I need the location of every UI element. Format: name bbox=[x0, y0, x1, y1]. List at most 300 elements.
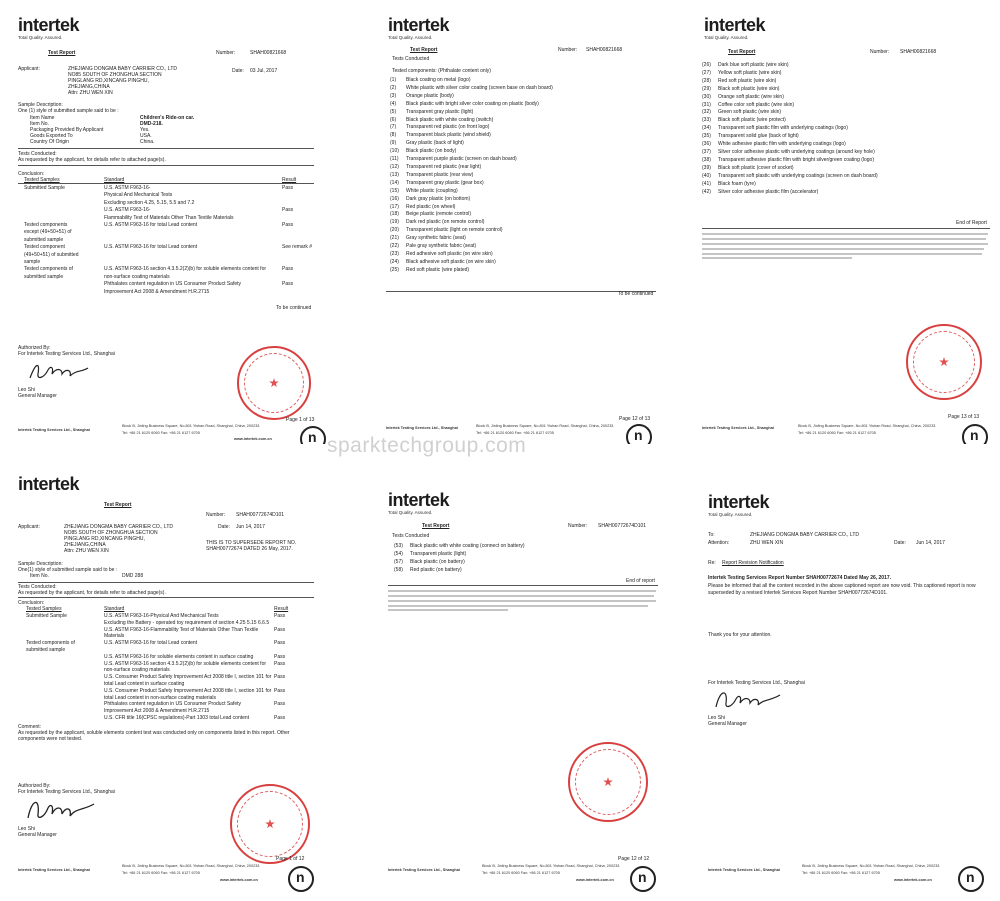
footer-phone: Tel: +86 21 6120 6060 Fax: +86 21 6127 6705 bbox=[802, 871, 880, 875]
intertek-logo: intertek bbox=[388, 490, 450, 510]
col-result: Result bbox=[274, 606, 289, 612]
attention-label: Attention: bbox=[708, 540, 730, 546]
page-number: Page 12 of 13 bbox=[619, 416, 651, 422]
tests-conducted-text: As requested by the applicant, for details refer to attached page(s). bbox=[18, 157, 166, 163]
applicant-label: Applicant: bbox=[18, 524, 40, 530]
footer-phone: Tel: +86 21 6120 6060 Fax: +86 21 6127 6705 bbox=[122, 871, 200, 875]
fine-print bbox=[388, 589, 658, 611]
table-cell-standard: Flammability Test of Materials Other Than Textile Materials bbox=[104, 214, 234, 221]
list-item bbox=[702, 181, 878, 189]
applicant-line: ZHEJIANG,CHINA bbox=[64, 542, 106, 548]
date-label: Date: bbox=[232, 68, 244, 74]
list-item-number: (39) bbox=[702, 164, 711, 171]
list-item-number: (23) bbox=[390, 250, 399, 257]
list-item bbox=[390, 211, 553, 219]
re-value: Report Revision Notification bbox=[722, 560, 784, 566]
divider bbox=[18, 148, 314, 149]
applicant-line: NO85 SOUTH OF ZHONGHUA SECTION bbox=[64, 530, 158, 536]
attention-value: ZHU WEN XIN bbox=[750, 540, 784, 546]
list-item-text: Transparent soft plastic with underlying coatings (screen on dash board) bbox=[718, 172, 878, 179]
field-value: Yes. bbox=[140, 127, 150, 133]
list-item-text: Transparent adhesive plastic film with bright silver/green coating (logo) bbox=[718, 156, 874, 163]
list-item bbox=[390, 196, 553, 204]
report-number: SHAH00821668 bbox=[900, 49, 937, 55]
table-cell-standard: U.S. ASTM F963-16-Flammability Test of Materials Other Than Textile bbox=[104, 626, 259, 633]
list-item-number: (35) bbox=[702, 133, 711, 140]
to-label: To: bbox=[708, 532, 715, 538]
list-item bbox=[390, 85, 553, 93]
certification-icon: n bbox=[626, 424, 652, 444]
list-item bbox=[390, 259, 553, 267]
footer-address: Block B, Jinling Business Square, No.801 Yishan Road, Shanghai, China, 200233 bbox=[798, 424, 936, 428]
list-item-number: (32) bbox=[702, 109, 711, 116]
signer-title: General Manager bbox=[18, 393, 57, 399]
certification-icon: n bbox=[300, 426, 326, 444]
list-item-number: (24) bbox=[390, 258, 399, 265]
list-item-number: (15) bbox=[390, 187, 399, 194]
report-title: Test Report bbox=[422, 523, 450, 529]
table-cell-sample: Submitted Sample bbox=[26, 613, 67, 619]
table-cell-result: Pass bbox=[282, 185, 294, 191]
table-cell-result: Pass bbox=[274, 613, 286, 619]
table-cell-standard: U.S. ASTM F963-16- bbox=[104, 207, 151, 214]
list-item bbox=[390, 101, 553, 109]
list-item-text: Orange plastic (body) bbox=[406, 92, 454, 99]
divider bbox=[386, 291, 656, 292]
end-of-report: End of report bbox=[626, 578, 655, 584]
list-item-text: Transparent plastic (light) bbox=[410, 550, 467, 557]
applicant-line: ZHEJIANG,CHINA bbox=[68, 84, 110, 90]
list-item-number: (9) bbox=[390, 140, 397, 147]
list-item bbox=[702, 70, 878, 78]
divider bbox=[18, 165, 314, 166]
col-standard: Standard bbox=[104, 606, 125, 612]
tagline: Total Quality. Assured. bbox=[18, 35, 63, 40]
list-item-number: (38) bbox=[702, 156, 711, 163]
number-label: Number: bbox=[568, 523, 588, 529]
list-item bbox=[390, 243, 553, 251]
divider bbox=[702, 228, 990, 229]
list-item-text: Transparent red plastic (rear light) bbox=[406, 163, 482, 170]
applicant-line: PINGLANG RD,XINCANG PINGHU, bbox=[64, 536, 145, 542]
footer-company: Intertek Testing Services Ltd., Shanghai bbox=[18, 868, 90, 872]
field-value: DMD-218. bbox=[140, 121, 163, 127]
tests-conducted: Tests Conducted bbox=[392, 533, 430, 539]
thanks: Thank you for your attention. bbox=[708, 632, 772, 638]
table-cell-sample: submitted sample bbox=[24, 236, 64, 243]
list-item bbox=[390, 148, 553, 156]
list-item-text: Yellow soft plastic (wire skin) bbox=[718, 69, 782, 76]
field-value: Children's Ride-on car. bbox=[140, 115, 195, 121]
footer-address: Block B, Jinling Business Square, No.801 Yishan Road, Shanghai, China, 200233 bbox=[122, 424, 260, 428]
list-item-number: (4) bbox=[390, 100, 397, 107]
list-item bbox=[702, 117, 878, 125]
footer-address: Block B, Jinling Business Square, No.801 Yishan Road, Shanghai, China, 200233 bbox=[122, 864, 260, 868]
footer-phone: Tel: +86 21 6120 6060 Fax: +86 21 6127 6705 bbox=[476, 431, 554, 435]
list-intro: Tested components: (Phthalate content only) bbox=[392, 68, 491, 74]
body-line: superseded by a revised Intertek Services Report Number SHAH00772674D101. bbox=[708, 590, 888, 596]
revision-notification-page bbox=[668, 466, 996, 898]
list-item-text: Gray plastic (back of light) bbox=[406, 140, 464, 147]
component-list bbox=[394, 543, 525, 575]
list-item-number: (33) bbox=[702, 117, 711, 124]
list-item-number: (54) bbox=[394, 550, 403, 557]
list-item-number: (14) bbox=[390, 179, 399, 186]
page-number: Page 1 of 12 bbox=[276, 856, 305, 862]
company-seal bbox=[237, 346, 311, 420]
field-key: Item No. bbox=[30, 573, 49, 579]
sample-desc-intro: One (1) style of submitted sample said to be : bbox=[18, 108, 119, 114]
list-item-number: (36) bbox=[702, 141, 711, 148]
table-cell-sample: Tested components of bbox=[24, 266, 73, 273]
number-label: Number: bbox=[216, 50, 236, 56]
table-cell-result: Pass bbox=[274, 701, 286, 708]
table-cell-standard: U.S. ASTM F963-16 for soluble elements content in surface coating bbox=[104, 653, 254, 660]
list-item-text: Pale gray synthetic fabric (seat) bbox=[406, 243, 477, 250]
footer-phone: Tel: +86 21 6120 6060 Fax: +86 21 6127 6705 bbox=[798, 431, 876, 435]
list-item-number: (42) bbox=[702, 188, 711, 195]
list-item-number: (31) bbox=[702, 101, 711, 108]
table-cell-standard: total Lead content in surface coating bbox=[104, 681, 185, 687]
intertek-logo: intertek bbox=[708, 492, 770, 512]
page-number: Page 1 of 13 bbox=[286, 417, 315, 423]
list-item-number: (53) bbox=[394, 543, 403, 549]
list-item bbox=[394, 559, 525, 567]
revised-report-page-12 bbox=[336, 466, 661, 898]
footer-web: www.intertek.com.cn bbox=[894, 878, 932, 882]
sample-desc-intro: One(1) style of submitted sample said to be : bbox=[18, 567, 118, 573]
table-cell-standard: Phthalates content regulation in US Consumer Product Safety bbox=[104, 281, 242, 288]
tests-conducted: Tests Conducted bbox=[392, 56, 430, 62]
list-item-text: Black adhesive soft plastic (on wire skin) bbox=[406, 258, 496, 265]
list-item-number: (28) bbox=[702, 77, 711, 84]
list-item-number: (16) bbox=[390, 195, 399, 202]
list-item-text: Silver color adhesive plastic film (accelerator) bbox=[718, 188, 819, 195]
component-list bbox=[390, 77, 553, 275]
company-seal bbox=[568, 742, 648, 822]
list-item-number: (19) bbox=[390, 219, 399, 226]
list-item-number: (13) bbox=[390, 171, 399, 178]
field-key: Country Of Origin bbox=[30, 139, 69, 145]
list-item-number: (57) bbox=[394, 558, 403, 565]
applicant-line: ZHEJIANG DONGMA BABY CARRIER CO., LTD bbox=[64, 524, 173, 530]
table-cell-result: See remark # bbox=[282, 244, 313, 251]
list-item bbox=[390, 164, 553, 172]
footer-address: Block B, Jinling Business Square, No.801 Yishan Road, Shanghai, China, 200233 bbox=[482, 864, 620, 868]
table-cell-result: Pass bbox=[274, 715, 286, 721]
number-label: Number: bbox=[558, 47, 578, 53]
list-item bbox=[390, 204, 553, 212]
list-item bbox=[394, 543, 525, 551]
list-item-text: Transparent solid glue (back of light) bbox=[718, 133, 799, 140]
col-tested: Tested Samples bbox=[24, 177, 60, 183]
table-cell-standard: Excluding the Battery - operated toy requirement of section 4.25 5.15 6.6.5 bbox=[104, 619, 270, 626]
table-cell-standard: U.S. ASTM F963-16 for total Lead content bbox=[104, 640, 198, 647]
table-cell-result: Pass bbox=[282, 266, 294, 273]
company-seal bbox=[230, 784, 310, 864]
table-cell-standard: U.S. ASTM F963-16-Physical And Mechanical Tests bbox=[104, 613, 219, 619]
list-item bbox=[702, 141, 878, 149]
list-item-number: (11) bbox=[390, 156, 399, 163]
signature bbox=[24, 796, 104, 824]
list-item-number: (3) bbox=[390, 92, 397, 99]
list-item bbox=[702, 173, 878, 181]
signer-title: General Manager bbox=[18, 832, 57, 838]
list-item-text: Transparent red plastic (on front logo) bbox=[406, 124, 490, 131]
footer-company: Intertek Testing Services Ltd., Shanghai bbox=[386, 426, 458, 430]
signer-company: For Intertek Testing Services Ltd., Shanghai bbox=[18, 789, 115, 795]
table-cell-standard: U.S. Consumer Product Safety Improvement Act 2008 title I, section 101 for bbox=[104, 674, 272, 681]
comment-label: Comment: bbox=[18, 724, 42, 730]
list-item-text: Dark red plastic (on remote control) bbox=[406, 219, 485, 226]
report-date: 03 Jul, 2017 bbox=[250, 68, 278, 74]
list-item bbox=[390, 172, 553, 180]
table-cell-standard: Physical And Mechanical Tests bbox=[104, 192, 173, 199]
tests-conducted-label: Tests Conducted: bbox=[18, 151, 57, 157]
footer-address: Block B, Jinling Business Square, No.801 Yishan Road, Shanghai, China, 200233 bbox=[476, 424, 614, 428]
table-cell-result: Pass bbox=[282, 222, 294, 228]
field-value: China. bbox=[140, 139, 155, 145]
certification-icon: n bbox=[962, 424, 988, 444]
footer-phone: Tel: +86 21 6120 6060 Fax: +86 21 6127 6705 bbox=[482, 871, 560, 875]
report-number: SHAH00821668 bbox=[250, 50, 287, 56]
list-item bbox=[702, 149, 878, 157]
supersede-note: THIS IS TO SUPERSEDE REPORT NO. bbox=[206, 540, 297, 546]
tagline: Total Quality. Assured. bbox=[708, 512, 753, 517]
number-label: Number: bbox=[870, 49, 890, 55]
list-item bbox=[702, 109, 878, 117]
list-item bbox=[702, 78, 878, 86]
certification-icon: n bbox=[958, 866, 984, 892]
footer-company: Intertek Testing Services Ltd., Shanghai bbox=[18, 428, 90, 432]
field-value: DMD 288 bbox=[122, 573, 144, 579]
fine-print bbox=[702, 232, 990, 260]
report-number: SHAH00772674D101 bbox=[598, 523, 647, 529]
signer-title: General Manager bbox=[708, 721, 747, 727]
signer-name: Leo Shi bbox=[18, 387, 35, 393]
list-item-text: Black plastic with bright silver color coating on plastic (body) bbox=[406, 100, 539, 107]
list-item-number: (21) bbox=[390, 235, 399, 242]
footer-web: www.intertek.com.cn bbox=[576, 878, 614, 882]
list-item bbox=[390, 227, 553, 235]
table-cell-sample: except (49+50+51) of bbox=[24, 229, 72, 236]
table-cell-result: Pass bbox=[274, 640, 286, 647]
disclaimer-text bbox=[388, 589, 658, 611]
list-item-text: Silver color adhesive plastic with underlying coatings (around key hole) bbox=[718, 148, 875, 155]
list-item-number: (5) bbox=[390, 108, 397, 115]
list-item-number: (27) bbox=[702, 69, 711, 76]
list-item bbox=[390, 117, 553, 125]
signature bbox=[26, 360, 100, 384]
col-result: Result bbox=[282, 177, 297, 183]
list-item bbox=[390, 140, 553, 148]
date-label: Date: bbox=[218, 524, 230, 530]
list-item-text: Green soft plastic (wire skin) bbox=[718, 109, 782, 116]
page-number: Page 12 of 12 bbox=[618, 856, 650, 862]
field-key: Packaging Provided By Applicant bbox=[30, 127, 104, 133]
signer-name: Leo Shi bbox=[18, 826, 35, 832]
report-number: SHAH00821668 bbox=[586, 47, 623, 53]
list-item-text: Black soft plastic (wire skin) bbox=[718, 85, 780, 92]
field-key: Item No. bbox=[30, 121, 49, 127]
list-item-text: White adhesive plastic film with underlying coatings (logo) bbox=[718, 141, 846, 148]
component-list bbox=[702, 62, 878, 196]
list-item-text: Red adhesive soft plastic (on wire skin) bbox=[406, 250, 493, 257]
list-item-number: (12) bbox=[390, 163, 399, 170]
list-item-number: (2) bbox=[390, 84, 397, 91]
comment-line: As requested by the applicant, soluble elements content test was conducted only on components listed in this report. Other bbox=[18, 730, 290, 736]
table-cell-result: Pass bbox=[274, 626, 286, 633]
table-cell-standard: total Lead content in non-surface coating materials bbox=[104, 694, 217, 701]
re-label: Re: bbox=[708, 560, 716, 566]
table-cell-result: Pass bbox=[274, 687, 286, 694]
disclaimer-text bbox=[702, 232, 990, 260]
list-item-text: Black soft plastic (wire protect) bbox=[718, 117, 786, 124]
footer-company: Intertek Testing Services Ltd., Shanghai bbox=[708, 868, 780, 872]
table-cell-standard: Improvement Act 2008 & Amendment H.R.2715 bbox=[104, 708, 210, 715]
list-item-number: (1) bbox=[390, 77, 397, 83]
list-item-text: Orange soft plastic (wire skin) bbox=[718, 93, 784, 100]
table-cell-result: Pass bbox=[274, 653, 286, 660]
list-item bbox=[702, 133, 878, 141]
list-item-text: White plastic (coupling) bbox=[406, 187, 458, 194]
list-item-number: (25) bbox=[390, 266, 399, 273]
table-cell-sample: Tested components of bbox=[26, 640, 75, 647]
list-item-text: Red soft plastic (wire skin) bbox=[718, 77, 777, 84]
conclusion-label: Conclusion: bbox=[18, 171, 45, 177]
table-cell-standard: Excluding section 4.25, 5.15, 5.5 and 7.2 bbox=[104, 199, 195, 206]
divider bbox=[18, 597, 314, 598]
authorized-by: Authorized By: bbox=[18, 783, 51, 789]
list-item-text: Beige plastic (remote control) bbox=[406, 211, 472, 218]
applicant-line: ZHEJIANG DONGMA BABY CARRIER CO., LTD bbox=[68, 66, 177, 72]
list-item-text: Black plastic (on battery) bbox=[410, 558, 465, 565]
to-value: ZHEJIANG DONGMA BABY CARRIER CO., LTD bbox=[750, 532, 859, 538]
list-item-number: (37) bbox=[702, 148, 711, 155]
list-item-text: Black plastic with white coating (switch) bbox=[406, 116, 494, 123]
footer-web: www.intertek.com.cn bbox=[234, 437, 272, 441]
tests-conducted-text: As requested by the applicant, for details refer to attached page(s). bbox=[18, 590, 166, 596]
footer-company: Intertek Testing Services Ltd., Shanghai bbox=[388, 868, 460, 872]
applicant-label: Applicant: bbox=[18, 66, 40, 72]
comment-line: components were not tested. bbox=[18, 736, 83, 742]
list-item bbox=[390, 124, 553, 132]
list-item bbox=[390, 235, 553, 243]
to-be-continued: To be continued bbox=[276, 305, 312, 311]
list-item-number: (41) bbox=[702, 180, 711, 187]
list-item-number: (18) bbox=[390, 211, 399, 218]
list-item-number: (30) bbox=[702, 93, 711, 100]
table-cell-standard: non-surface coating materials bbox=[104, 273, 170, 280]
revised-report-page-1 bbox=[4, 466, 329, 898]
table-cell-result: Pass bbox=[282, 207, 294, 214]
list-item-number: (20) bbox=[390, 227, 399, 234]
list-item-number: (7) bbox=[390, 124, 397, 131]
table-cell-sample: Tested components bbox=[24, 222, 68, 228]
list-item bbox=[702, 94, 878, 102]
field-key: Item Name bbox=[30, 115, 55, 121]
body-line: Please be informed that all the content recorded in the above captioned report are now void. This captioned report is now bbox=[708, 583, 976, 589]
end-of-report: End of Report bbox=[956, 220, 987, 226]
applicant-line: PINGLANG RD,XINCANG PINGHU, bbox=[68, 78, 149, 84]
divider bbox=[18, 183, 314, 184]
list-item bbox=[702, 157, 878, 165]
footer-address: Block B, Jinling Business Square, No.801 Yishan Road, Shanghai, China, 200233 bbox=[802, 864, 940, 868]
letter-date: Jun 14, 2017 bbox=[916, 540, 945, 546]
certification-icon: n bbox=[630, 866, 656, 892]
table-cell-standard: Improvement Act 2008 & Amendment H.R.2715 bbox=[104, 288, 210, 295]
list-item-text: Black soft plastic (cover of socket) bbox=[718, 164, 794, 171]
table-cell-standard: U.S. Consumer Product Safety Improvement Act 2008 title I, section 101 for bbox=[104, 687, 272, 694]
report-title: Test Report bbox=[728, 49, 756, 55]
list-item bbox=[390, 77, 553, 85]
table-cell-standard: Phthalates content regulation in US Consumer Product Safety bbox=[104, 701, 242, 708]
list-item-text: Black plastic (on body) bbox=[406, 148, 457, 155]
applicant-line: Attn: ZHU WEN XIN bbox=[68, 90, 113, 96]
list-item bbox=[702, 102, 878, 110]
list-item-number: (10) bbox=[390, 148, 399, 155]
list-item bbox=[394, 567, 525, 575]
table-cell-sample: Tested component bbox=[24, 244, 65, 251]
list-item-number: (6) bbox=[390, 116, 397, 123]
field-key: Goods Exported To bbox=[30, 133, 73, 139]
table-cell-standard: U.S. ASTM F963-16 for total Lead content bbox=[104, 244, 198, 251]
footer-web: www.intertek.com.cn bbox=[220, 878, 258, 882]
company-seal bbox=[906, 324, 982, 400]
list-item-text: Dark blue soft plastic (wire skin) bbox=[718, 62, 789, 68]
list-item bbox=[390, 219, 553, 227]
table-cell-result: Pass bbox=[274, 660, 286, 667]
report-title: Test Report bbox=[104, 502, 132, 508]
footer-phone: Tel: +86 21 6120 6060 Fax: +86 21 6127 6705 bbox=[122, 431, 200, 435]
conclusion-label: Conclusion: bbox=[18, 600, 45, 606]
list-item-text: Red soft plastic (wire plated) bbox=[406, 266, 470, 273]
list-item bbox=[390, 188, 553, 196]
col-tested: Tested Samples bbox=[26, 606, 62, 612]
table-cell-standard: U.S. CFR title 16(CPSC regulations)-Part 1303 total Lead content bbox=[104, 715, 250, 721]
tagline: Total Quality. Assured. bbox=[388, 510, 433, 515]
table-cell-sample: (49+50+51) of submitted bbox=[24, 251, 79, 258]
report-date: Jun 14, 2017 bbox=[236, 524, 265, 530]
intertek-logo: intertek bbox=[18, 474, 80, 494]
field-value: USA. bbox=[140, 133, 152, 139]
divider bbox=[18, 582, 314, 583]
list-item-text: Coffee color soft plastic (wire skin) bbox=[718, 101, 795, 108]
list-item-text: Dark gray plastic (on bottom) bbox=[406, 195, 471, 202]
list-item-text: Black coating on metal (logo) bbox=[406, 77, 471, 83]
table-cell-sample: submitted sample bbox=[26, 647, 66, 653]
table-cell-standard: Materials bbox=[104, 633, 125, 640]
list-item-text: Transparent gray plastic (gear box) bbox=[406, 179, 484, 186]
list-item-number: (29) bbox=[702, 85, 711, 92]
list-item bbox=[390, 109, 553, 117]
tests-conducted-label: Tests Conducted: bbox=[18, 584, 57, 590]
notification-heading: Intertek Testing Services Report Number SHAH00772674 Dated May 26, 2017. bbox=[708, 575, 892, 581]
report-page-1 bbox=[4, 6, 329, 444]
watermark: sparktechgroup.com bbox=[327, 434, 527, 457]
divider bbox=[388, 585, 658, 586]
list-item-number: (8) bbox=[390, 132, 397, 139]
list-item bbox=[702, 125, 878, 133]
signer-company: For Intertek Testing Services Ltd., Shanghai bbox=[18, 351, 115, 357]
date-label: Date: bbox=[894, 540, 906, 546]
list-item-number: (40) bbox=[702, 172, 711, 179]
report-number: SHAH00772674D101 bbox=[236, 512, 285, 518]
list-item bbox=[702, 165, 878, 173]
footer-company: Intertek Testing Services Ltd., Shanghai bbox=[702, 426, 774, 430]
page-number: Page 13 of 13 bbox=[948, 414, 980, 420]
list-item-number: (58) bbox=[394, 566, 403, 573]
